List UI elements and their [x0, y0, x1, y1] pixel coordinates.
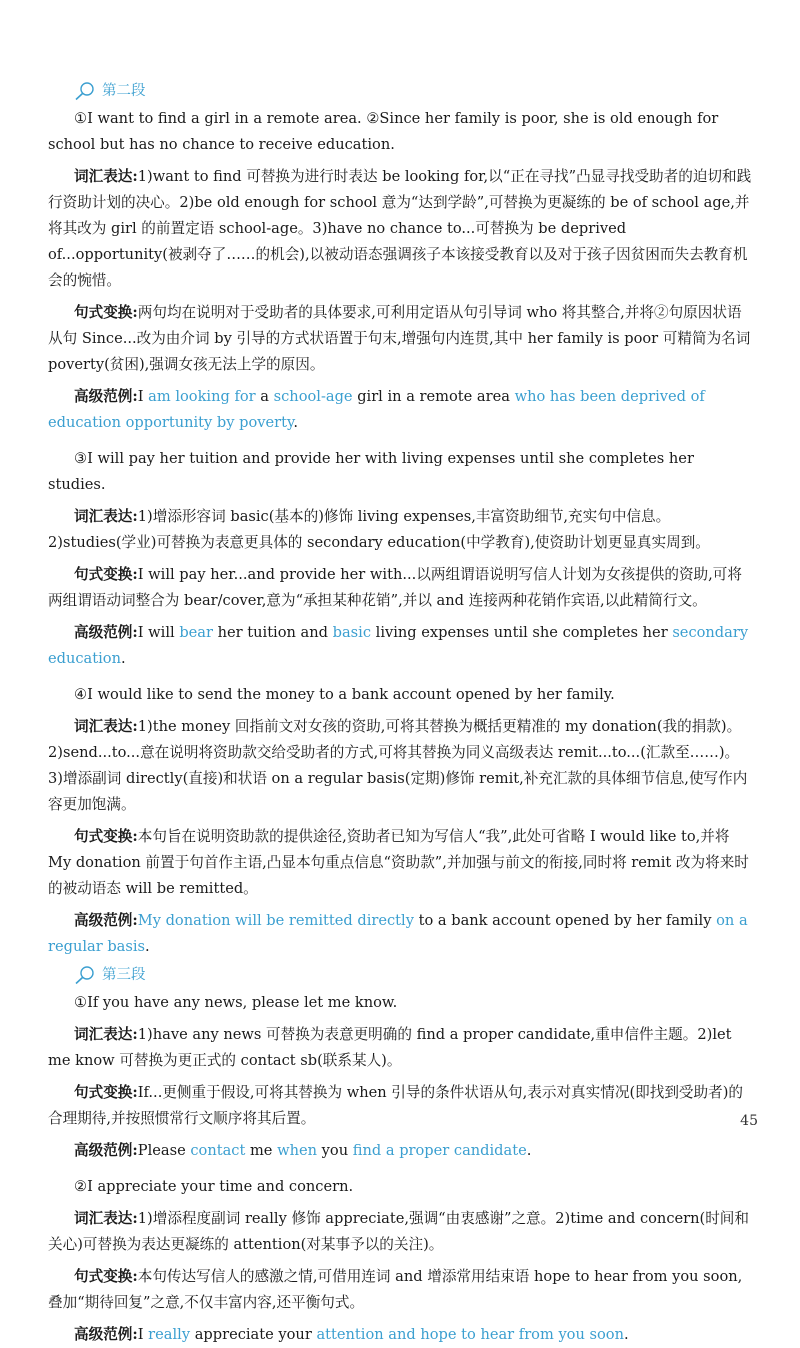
page-number: 45 [740, 1113, 758, 1129]
example-text: . [293, 414, 298, 431]
example-body [138, 1142, 532, 1159]
vocab-label: 词汇表达: [74, 718, 138, 735]
vocab-label: 词汇表达: [74, 1026, 138, 1043]
magnifier-icon [74, 81, 96, 101]
example-body [48, 912, 748, 955]
vocab-note [48, 714, 754, 818]
syntax-text: 本句传达写信人的感激之情,可借用连词 and 增添常用结束语 hope to hear from you soon,叠加“期待回复”之意,不仅丰富内容,还平衡句式。 [48, 1268, 743, 1311]
vocab-note [48, 1206, 754, 1258]
highlighted-phrase: when [277, 1142, 318, 1159]
example-body [48, 624, 748, 667]
example-text: I [137, 388, 149, 405]
content [48, 76, 754, 1348]
highlighted-phrase: really [148, 1326, 191, 1343]
example-text: . [145, 938, 150, 955]
example-text: girl in a remote area [352, 388, 515, 405]
example-label: 高级范例: [74, 1326, 138, 1343]
example-sentence [48, 620, 754, 672]
highlighted-phrase: find a proper candidate [352, 1142, 527, 1159]
highlighted-phrase: contact [190, 1142, 246, 1159]
example-body [48, 388, 705, 431]
syntax-label: 句式变换: [74, 1268, 138, 1285]
example-label: 高级范例: [74, 624, 138, 641]
original-sentence: ③I will pay her tuition and provide her with living expenses until she completes her studies. [48, 450, 694, 493]
highlighted-phrase: school-age [273, 388, 353, 405]
example-sentence [48, 908, 754, 960]
vocab-note [48, 1022, 754, 1074]
syntax-note [48, 300, 754, 378]
section-title: 第二段 [102, 83, 146, 99]
example-text: appreciate your [190, 1326, 317, 1343]
example-label: 高级范例: [74, 1142, 138, 1159]
vocab-text: 1)增添程度副词 really 修饰 appreciate,强调“由衷感谢”之意。2)time and concern(时间和关心)可替换为表达更凝练的 attention(对某事予以的关注)。 [48, 1210, 749, 1253]
example-text: Please [137, 1142, 191, 1159]
section-title: 第三段 [102, 967, 146, 983]
syntax-text: I will pay her...and provide her with...以两组谓语说明写信人计划为女孩提供的资助,可将两组谓语动词整合为 bear/cover,意为“承担某种花销”,并以 and 连接两种花销作宾语,以此精简行文。 [48, 566, 742, 609]
syntax-note [48, 562, 754, 614]
syntax-label: 句式变换: [74, 304, 138, 321]
vocab-note [48, 504, 754, 556]
example-sentence [48, 384, 754, 436]
example-label: 高级范例: [74, 388, 138, 405]
example-body [138, 1326, 629, 1343]
syntax-note [48, 1080, 754, 1132]
highlighted-phrase: attention and hope to hear from you soon [316, 1326, 624, 1343]
example-sentence [48, 1322, 754, 1348]
example-text: to a bank account opened by her family [413, 912, 717, 929]
highlighted-phrase: bear [179, 624, 213, 641]
vocab-label: 词汇表达: [74, 508, 138, 525]
syntax-note [48, 1264, 754, 1316]
example-text: me [245, 1142, 278, 1159]
example-text: . [526, 1142, 532, 1159]
section-heading [74, 960, 754, 990]
example-text: I will [137, 624, 180, 641]
syntax-label: 句式变换: [74, 566, 138, 583]
magnifier-icon [74, 965, 96, 985]
original-sentence: ①I want to find a girl in a remote area. ②Since her family is poor, she is old enough for school but has no chance to receive education. [48, 110, 719, 153]
highlighted-phrase: basic [332, 624, 372, 641]
example-sentence [48, 1138, 754, 1164]
syntax-label: 句式变换: [74, 828, 138, 845]
syntax-label: 句式变换: [74, 1084, 138, 1101]
vocab-text: 1)want to find 可替换为进行时表达 be looking for,以“正在寻找”凸显寻找受助者的迫切和践行资助计划的决心。2)be old enough for school 意为“达到学龄”,可替换为更凝练的 be of school age,并将其改为 girl 的前置定语 school-age。3)have no chance to...可替换为 be deprived of...opportunity(被剥夺了……的机会),以被动语态强调孩子本该接受教育以及对于孩子因贫困而失去教育机会的惋惜。 [48, 168, 752, 289]
vocab-text: 1)the money 回指前文对女孩的资助,可将其替换为概括更精准的 my donation(我的捐款)。2)send...to...意在说明将资助款交给受助者的方式,可将其替换为同义高级表达 remit...to...(汇款至……)。3)增添副词 directly(直接)和状语 on a regular basis(定期)修饰 remit,补充汇款的具体细节信息,使写作内容更加饱满。 [48, 718, 748, 813]
syntax-text: 本句旨在说明资助款的提供途径,资助者已知为写信人“我”,此处可省略 I would like to,并将 My donation 前置于句首作主语,凸显本句重点信息“资助款”,并加强与前文的衔接,同时将 remit 改为将来时的被动语态 will be remitted。 [48, 828, 749, 897]
example-text: I [137, 1326, 149, 1343]
section-heading [74, 76, 754, 106]
highlighted-phrase: am looking for [148, 388, 256, 405]
syntax-text: 两句均在说明对于受助者的具体要求,可利用定语从句引导词 who 将其整合,并将②句原因状语从句 Since...改为由介词 by 引导的方式状语置于句末,增强句内连贯,其中 her family is poor 可精简为名词 poverty(贫困),强调女孩无法上学的原因。 [48, 304, 751, 373]
example-text: a [255, 388, 274, 405]
example-text: . [120, 650, 126, 667]
example-text: you [317, 1142, 353, 1159]
vocab-label: 词汇表达: [74, 168, 138, 185]
highlighted-phrase: My donation will be remitted directly [137, 912, 414, 929]
original-sentence: ①If you have any news, please let me know. [74, 994, 398, 1011]
original-sentence: ②I appreciate your time and concern. [74, 1178, 354, 1195]
syntax-text: If...更侧重于假设,可将其替换为 when 引导的条件状语从句,表示对真实情况(即找到受助者)的合理期待,并按照惯常行文顺序将其后置。 [48, 1084, 743, 1127]
highlighted-phrase: on a regular basis [48, 912, 748, 955]
vocab-label: 词汇表达: [74, 1210, 138, 1227]
example-label: 高级范例: [74, 912, 138, 929]
highlighted-phrase: secondary education [48, 624, 749, 667]
vocab-text: 1)增添形容词 basic(基本的)修饰 living expenses,丰富资助细节,充实句中信息。2)studies(学业)可替换为表意更具体的 secondary education(中学教育),使资助计划更显真实周到。 [48, 508, 710, 551]
example-text: . [623, 1326, 629, 1343]
vocab-text: 1)have any news 可替换为表意更明确的 find a proper candidate,重申信件主题。2)let me know 可替换为更正式的 contact sb(联系某人)。 [48, 1026, 732, 1069]
highlighted-phrase: who has been deprived of education opportunity by poverty [48, 388, 705, 431]
example-text: her tuition and [212, 624, 333, 641]
syntax-note [48, 824, 754, 902]
vocab-note [48, 164, 754, 294]
original-sentence: ④I would like to send the money to a bank account opened by her family. [74, 686, 615, 703]
example-text: living expenses until she completes her [371, 624, 673, 641]
